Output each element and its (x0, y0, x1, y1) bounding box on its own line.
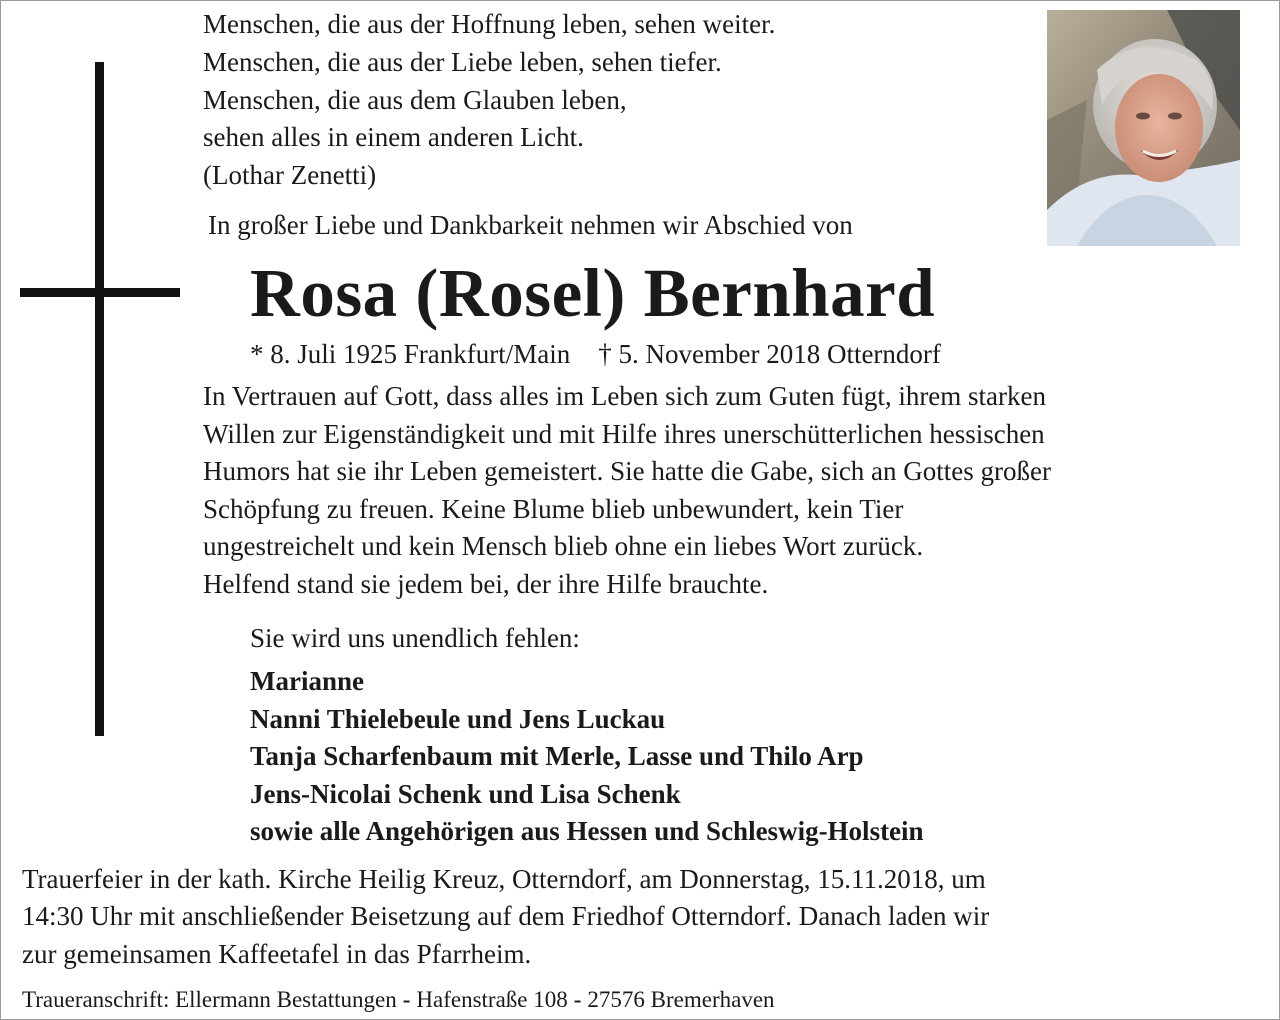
mourner-name: Marianne (250, 666, 364, 696)
poem-line: Menschen, die aus der Liebe leben, sehen tiefer. (203, 46, 722, 77)
mourner-name: Nanni Thielebeule und Jens Luckau (250, 703, 666, 734)
address-separator: - (573, 987, 582, 1012)
poem-line: Menschen, die aus der Hoffnung leben, sehen weiter. (203, 9, 776, 39)
address-undertaker: Traueranschrift: Ellermann Bestattungen (22, 987, 397, 1012)
funeral-service-info (22, 861, 989, 973)
tribute-line: Schöpfung zu freuen. Keine Blume blieb unbewundert, kein Tier (203, 493, 904, 524)
mourners-list (250, 663, 924, 851)
life-dates (250, 334, 941, 374)
farewell-intro: In großer Liebe und Dankbarkeit nehmen wir Abschied von (208, 210, 853, 240)
mourner-name: Tanja Scharfenbaum mit Merle, Lasse und Thilo Arp (250, 741, 864, 772)
tribute-line: ungestreichelt und kein Mensch blieb ohne ein liebes Wort zurück. (203, 531, 924, 562)
service-line: 14:30 Uhr mit anschließender Beisetzung auf dem Friedhof Otterndorf. Danach laden wir (22, 901, 990, 932)
service-line: Trauerfeier in der kath. Kirche Heilig Kreuz, Otterndorf, am Donnerstag, 15.11.2018, um (22, 864, 986, 894)
cross-horizontal-bar (20, 288, 180, 297)
mourner-name: sowie alle Angehörigen aus Hessen und Schleswig-Holstein (250, 816, 924, 847)
poem (203, 6, 775, 195)
death-date: † 5. November 2018 Otterndorf (598, 339, 941, 369)
deceased-name: Rosa (Rosel) Bernhard (250, 255, 936, 331)
poem-line: Menschen, die aus dem Glauben leben, (203, 84, 627, 115)
address-street: Hafenstraße 108 (416, 987, 568, 1012)
tribute-line: Humors hat sie ihr Leben gemeistert. Sie hatte die Gabe, sich an Gottes großer (203, 456, 1051, 487)
portrait-photo (1047, 10, 1240, 246)
birth-date: * 8. Juli 1925 Frankfurt/Main (250, 339, 571, 369)
poem-author: (Lothar Zenetti) (203, 160, 377, 191)
mourner-name: Jens-Nicolai Schenk und Lisa Schenk (250, 778, 681, 809)
tribute-line: Helfend stand sie jedem bei, der ihre Hilfe brauchte. (203, 568, 769, 599)
address-separator: - (402, 987, 411, 1012)
mourners-intro: Sie wird uns unendlich fehlen: (250, 623, 580, 653)
mourning-address (22, 982, 775, 1018)
tribute-line: In Vertrauen auf Gott, dass alles im Leben sich zum Guten fügt, ihrem starken (203, 381, 1047, 411)
poem-line: sehen alles in einem anderen Licht. (203, 122, 584, 153)
service-line: zur gemeinsamen Kaffeetafel in das Pfarrheim. (22, 938, 532, 969)
tribute-text (203, 378, 1051, 604)
address-city: 27576 Bremerhaven (587, 987, 775, 1012)
tribute-line: Willen zur Eigenständigkeit und mit Hilfe ihres unerschütterlichen hessischen (203, 418, 1045, 449)
cross-vertical-bar (95, 62, 104, 736)
